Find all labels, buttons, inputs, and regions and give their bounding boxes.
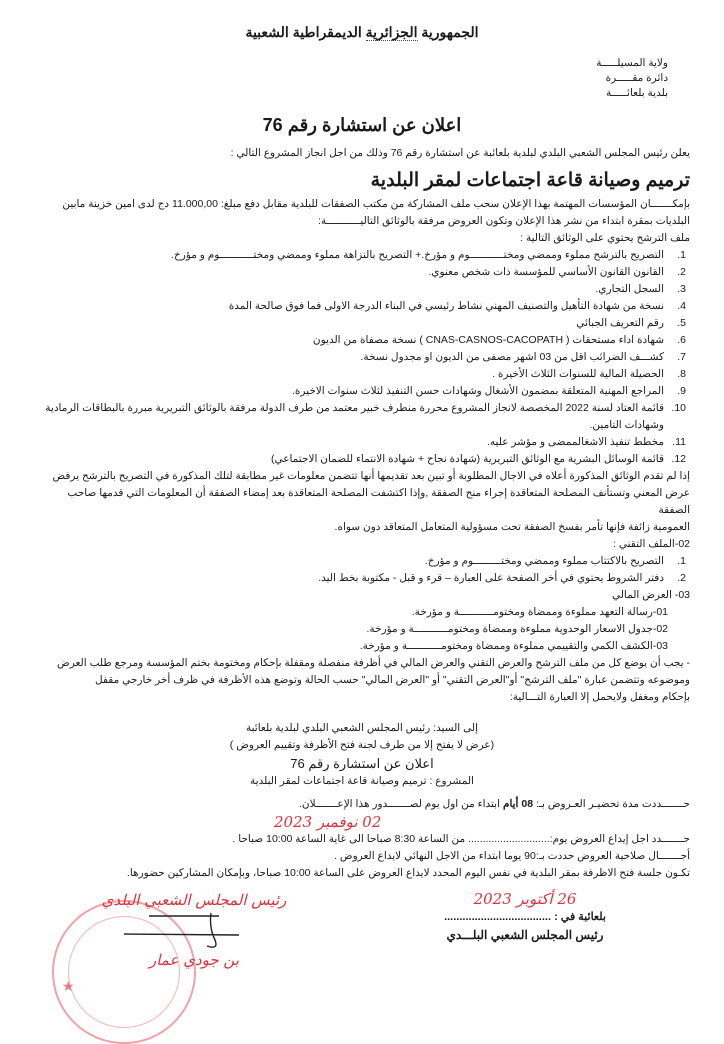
candidacy-heading: ملف الترشح يحتوي على الوثائق التالية : bbox=[520, 232, 690, 244]
technical-item bbox=[34, 553, 686, 570]
candidacy-item bbox=[34, 400, 686, 417]
republic-text-2: الجزائرية bbox=[365, 24, 418, 40]
announcement-title: اعلان عن استشارة رقم 76 bbox=[262, 115, 462, 135]
republic-text-1: الجمهورية bbox=[417, 24, 479, 40]
candidacy-item bbox=[34, 383, 686, 400]
technical-item bbox=[34, 570, 686, 587]
envelope-line: وموضوعه وتتضمن عبارة "ملف الترشح" أو"العرض التقني" أو "العرض المالي" حسب الحالة وتوضع هذه الأظرفة في ظرف أخر خارجي مقفل bbox=[95, 674, 690, 686]
item-number: 11. bbox=[672, 436, 686, 448]
item-number: 1. bbox=[677, 249, 686, 261]
prep-text-end: ابتداء من اول يوم لصـــــــدور هذا الإعـــــــلان. bbox=[299, 798, 503, 810]
item-text: القانون القانون الأساسي للمؤسسة ذات شخص معنوي. bbox=[428, 266, 664, 278]
republic-text-3: الديمقراطية الشعبية bbox=[245, 24, 366, 40]
project-title: ترميم وصيانة قاعة اجتماعات لمقر البلدية bbox=[370, 170, 690, 191]
candidacy-item bbox=[34, 315, 686, 332]
paragraph-line: بإمكـــــــان المؤسسات المهتمة بهذا الإعلان سحب ملف المشاركة من مكتب الصفقات للبلدية مقابل دفع مبلغ: 11.000,00 دج لدى امين خزينة مابين bbox=[62, 198, 690, 210]
item-text: دفتر الشروط يحتوي في أخر الصفحة على العبارة – قرء و قبل - مكتوبة بخط اليد. bbox=[318, 572, 664, 584]
rejection-line: العمومية زائفة فإنها تأمر بفسخ الصفقة تحت مسؤولية المتعامل المتعاقد دون سواه. bbox=[334, 521, 690, 533]
item-text: السجل التجاري. bbox=[595, 283, 664, 295]
item-number: 2. bbox=[677, 266, 686, 278]
envelope-project: المشروع : ترميم وصيانة قاعة اجتماعات لمقر البلدية bbox=[250, 775, 474, 787]
candidacy-item bbox=[34, 451, 686, 468]
envelope-addressee: إلى السيد: رئيس المجلس الشعبي البلدي لبلدية بلعائبة bbox=[246, 722, 478, 734]
envelope-note: (عرض لا يفتح إلا من طرف لجنة فتح الأظرفة وتقييم العروض ) bbox=[229, 739, 495, 751]
item-number: 3. bbox=[677, 283, 686, 295]
item-text: نسخة من شهادة التأهيل والتصنيف المهني نشاط رئيسي في البناء الدرجة الاولى فما فوق صالحة المدة bbox=[228, 300, 664, 312]
stamp-signature bbox=[34, 890, 354, 970]
prep-days: 08 أيام bbox=[502, 798, 534, 810]
candidacy-item-continuation: وشهادات التامين. bbox=[589, 419, 664, 431]
stamp-title: رئيس المجلس الشعبي البلدي bbox=[101, 891, 287, 909]
item-text: كشـــف الضرائب اقل من 03 اشهر مصفى من الديون او مجدول نسخة. bbox=[360, 351, 664, 363]
item-number: 5. bbox=[677, 317, 686, 329]
item-text: التصريح بالاكتتاب مملوء وممضي ومختـــــــــوم و مؤرخ. bbox=[424, 555, 664, 567]
financial-item: 01-رسالة التعهد مملوءة وممضاة ومختومـــــــــــة و مؤرخة. bbox=[411, 606, 668, 618]
financial-item: 03-الكشف الكمي والتقييمي مملوءة وممضاة ومختومـــــــــــة و مؤرخة. bbox=[359, 640, 668, 652]
stamp-name: بن جودي عمار bbox=[148, 951, 239, 969]
star-icon: ★ bbox=[62, 978, 75, 994]
item-number: 2. bbox=[677, 572, 686, 584]
wilaya-label: ولاية المسيلـــــة bbox=[596, 57, 668, 69]
deposit-deadline: حـــــــدد اجل إيداع العروض يوم:............................ من الساعة 8:30 صباحا الى غاية الساعة 10:00 صباحا . bbox=[232, 833, 690, 845]
rejection-line: عرض المعني وتستأنف المصلحة المتعاقدة إجراء منح الصفقة ,وإذا اكتشفت المصلحة المتعاقدة بعد إمضاء الصفقة أن المعلومات التي قدمها صاحب الصفقة bbox=[67, 487, 690, 516]
validity-period: أجـــــــال صلاحية العروض حددت بـ:90 يوما ابتداء من الاجل النهائي لايداع العروض . bbox=[334, 850, 690, 862]
deposit-date-handwritten: 02 نوفمبر 2023 bbox=[274, 813, 382, 831]
item-text: قائمة الوسائل البشرية مع الوثائق التبريرية (شهادة نجاح + شهادة الانتماء للضمان الاجتماعي) bbox=[271, 453, 664, 465]
financial-heading: 03- العرض المالي bbox=[611, 589, 690, 601]
candidacy-item bbox=[34, 332, 686, 349]
paragraph-line: البلديات بمقرة ابتداء من نشر هذا الإعلان وتكون العروض مرفقة بالوثائق التاليـــــــــــة: bbox=[318, 215, 690, 227]
item-text: رقم التعريف الجبائي bbox=[576, 317, 664, 329]
candidacy-item bbox=[34, 264, 686, 281]
signature-place: بلعائبة في : ................................... bbox=[444, 911, 606, 923]
item-text: التصريح بالترشح مملوء وممضي ومختـــــــــــوم و مؤرخ.+ التصريح بالنزاهة مملوء وممضي ومختـــــــــــوم و مؤرخ. bbox=[171, 249, 664, 261]
item-text: الحصيلة المالية للسنوات الثلاث الأخيرة . bbox=[492, 368, 664, 380]
envelope-line: - يجب أن يوضع كل من ملف الترشح والعرض التقني والعرض المالي في أظرفة منفصلة ومقفلة بإحكام ومختومة بختم المؤسسة ومرجع طلب العرض bbox=[57, 657, 690, 669]
daira-label: دائرة مقـــــرة bbox=[605, 72, 668, 84]
envelope-line: بإحكام ومغفل ولايحمل إلا العبارة التـــالية: bbox=[509, 691, 690, 703]
signature-date-handwritten: 26 أكتوبر 2023 bbox=[473, 890, 577, 908]
technical-heading: 02-الملف التقني : bbox=[613, 538, 690, 550]
document-header bbox=[34, 22, 690, 42]
president-title: رئيس المجلس الشعبي البلـــدي bbox=[446, 928, 604, 942]
item-text: قائمة العتاد لسنة 2022 المخصصة لانجاز المشروع محررة منطرف خبير معتمد من طرف الدولة مرفقة بالوثائق التبريرية مبررة بالبطاقات الرمادية bbox=[45, 402, 664, 414]
prep-text: حـــــــددت مدة تحضيـر العـروض بـ: bbox=[533, 798, 690, 810]
item-number: 1. bbox=[677, 555, 686, 567]
baladiya-label: بلدية بلعائـــــة bbox=[606, 87, 668, 99]
item-number: 7. bbox=[677, 351, 686, 363]
envelope-title: اعلان عن استشارة رقم 76 bbox=[290, 756, 434, 771]
envelope-label bbox=[34, 720, 690, 790]
opening-session: تكـون جلسة فتح الاظرفة بمقر البلدية في نفس اليوم المحدد لايداع العروض على الساعة 10:00 صباحا، وبإمكان المشاركين حضورها. bbox=[126, 867, 690, 879]
item-number: 8. bbox=[677, 368, 686, 380]
signature-block bbox=[34, 890, 690, 970]
item-text: مخطط تنفيذ الاشغالممضى و مؤشر عليه. bbox=[487, 436, 664, 448]
rejection-line: إذا لم تقدم الوثائق المذكورة أعلاه في الاجال المطلوبة أو تبين بعد تقديمها أنها تتضمن معلومات غير مطابقة لتلك المذكورة في التصريح بالترشح يرفض bbox=[52, 470, 690, 482]
candidacy-item bbox=[34, 281, 686, 298]
item-number: 9. bbox=[677, 385, 686, 397]
item-number: 10. bbox=[671, 402, 686, 414]
item-number: 12. bbox=[671, 453, 686, 465]
item-text: شهادة اداء مستحقات ( CNAS-CASNOS-CACOPATH ) نسخة مصفاة من الديون bbox=[312, 334, 664, 346]
intro-text: يعلن رئيس المجلس الشعبي البلدي لبلدية بلعائبة عن استشارة رقم 76 وذلك من اجل انجاز المشروع التالي : bbox=[230, 147, 690, 159]
prep-deadline bbox=[34, 796, 690, 813]
candidacy-item bbox=[34, 434, 686, 451]
signature-text bbox=[360, 890, 690, 970]
item-text: المراجع المهنية المتعلقة بمضمون الأشغال وشهادات حسن التنفيذ لثلاث سنوات الاخيرة. bbox=[291, 385, 664, 397]
candidacy-item bbox=[34, 298, 686, 315]
item-number: 4. bbox=[677, 300, 686, 312]
item-number: 6. bbox=[677, 334, 686, 346]
candidacy-item bbox=[34, 349, 686, 366]
candidacy-item bbox=[34, 247, 686, 264]
candidacy-list bbox=[34, 247, 690, 468]
admin-block bbox=[34, 56, 668, 101]
candidacy-item bbox=[34, 366, 686, 383]
handwritten-signature bbox=[119, 910, 269, 950]
financial-item: 02-جدول الاسعار الوحدوية مملوءة وممضاة ومختومـــــــــــة و مؤرخة. bbox=[366, 623, 668, 635]
